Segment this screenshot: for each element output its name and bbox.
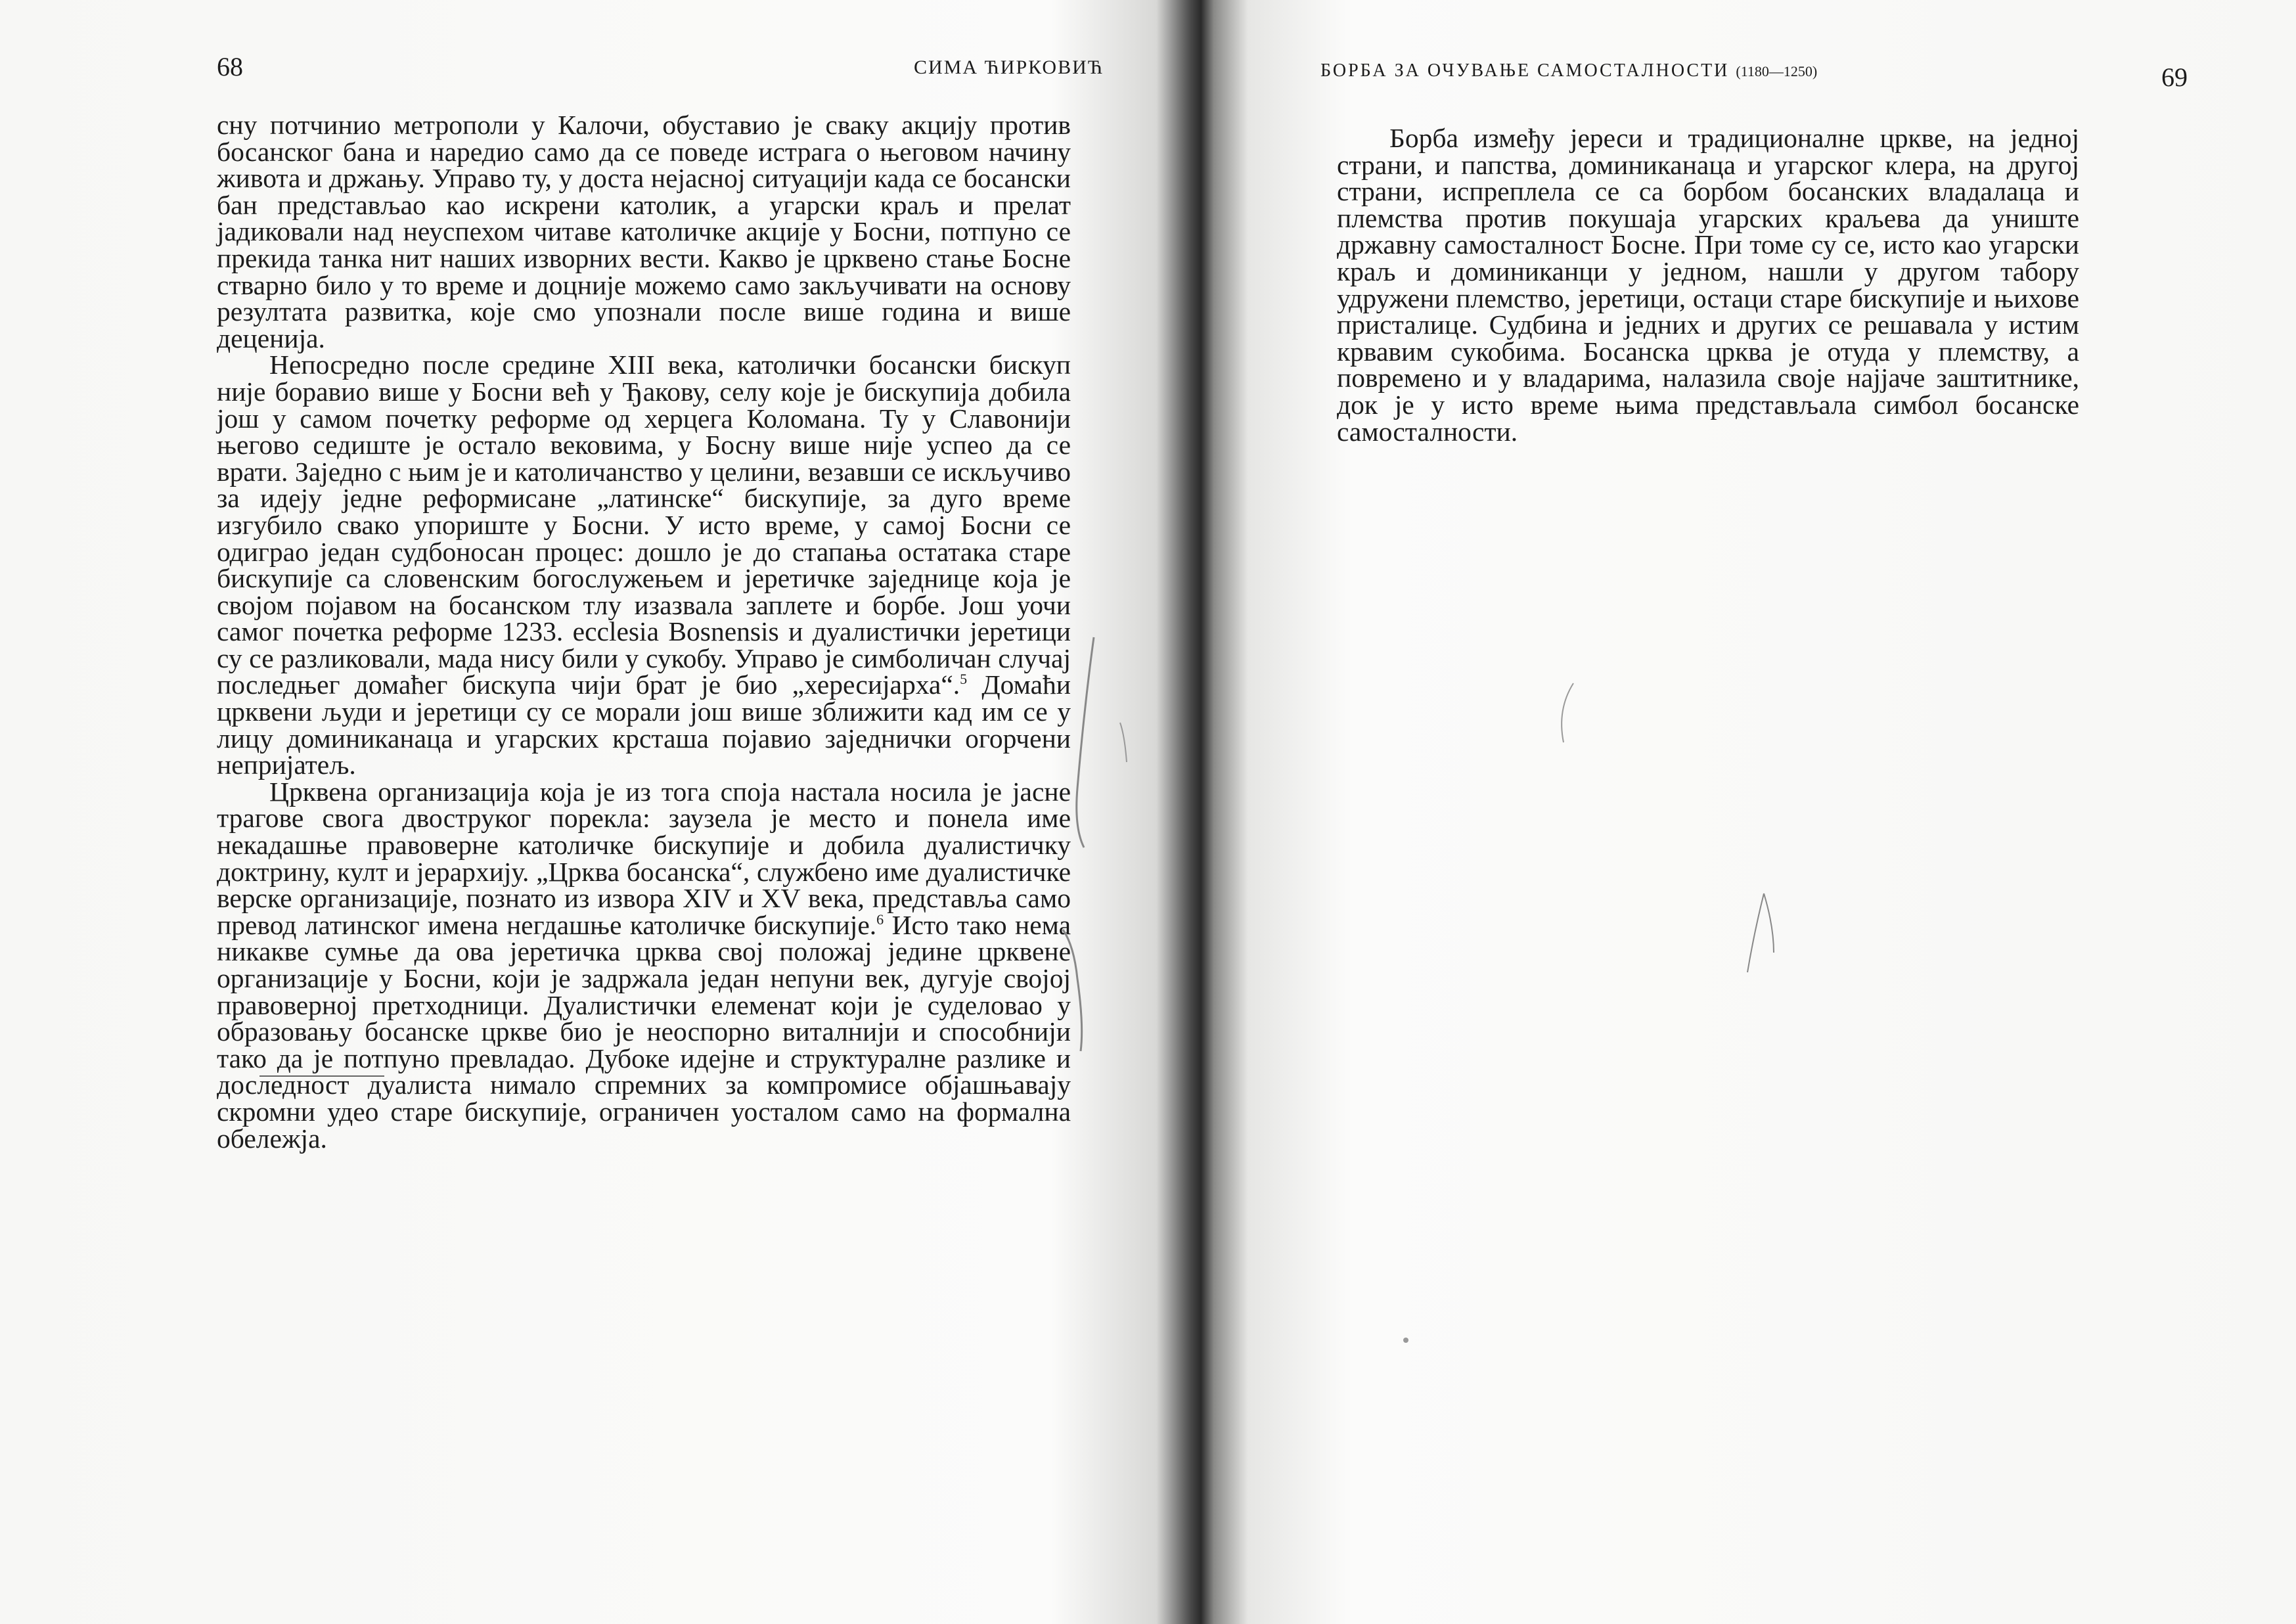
paragraph (217, 778, 1071, 1152)
page-number: 69 (2161, 62, 2188, 92)
paragraph-text: Непосредно после средине XIII века, католички босански бискуп није боравио више у Босни већ у Ђакову, селу које је бискупија добила још у самом почетку реформе од херцега Коломана. Ту у Славонији његово седиште је остало вековима, у Босну више није успео да се врати. Заједно с њим је и католичанство у целини, везавши се искључиво за идеју једне реформисане „латинске“ бискупије, за дуго време изгубило свако упориште у Босни. У исто време, у самој Босни се одиграо један судбоносан процес: дошло је до стапања остатака старе бискупије са словенским богослужењем и јеретичке заједнице која је својом појавом на босанском тлу изазвала заплете и борбе. Још уочи самог почетка реформе 1233. ecclesia Bosnensis и дуалистички јеретици су се разликовали, мада нису били у сукобу. Управо је симболичан случај последњег домаћег бискупа чији брат је био „хересијарха“. (217, 350, 1071, 700)
paragraph-text: Домаћи црквени људи и јеретици су се морали још више зближити кад им се у лицу доминиканаца и угарских крсташа појавио заједнички огорчени непријатељ. (217, 669, 1071, 780)
running-head (1320, 60, 1817, 81)
footnote-ref: 6 (876, 911, 884, 928)
right-page (1215, 0, 2296, 1624)
page-number: 68 (217, 52, 243, 81)
paragraph-text: Црквена организација која је из тога споја настала носила је јасне трагове свога двоструког порекла: заузела је место и понела име некадашње правоверне католичке бискупије и добила дуалистичку доктрину, култ и јерархију. „Црква босанска“, службено име дуалистичке верске организације, познато из извора XIV и XV века, представља само превод латинског имена негдашње католичке бискупије. (217, 776, 1071, 940)
body-text (1337, 125, 2079, 445)
body-text (217, 112, 1071, 1152)
running-head-years: (1180—1250) (1736, 63, 1818, 79)
paragraph: сну потчинио метрополи у Калочи, обуставио је сваку акцију против босанског бана и наредио само да се поведе истрага о његовом начину живота и држању. Управо ту, у доста нејасној ситуацији када се босански бан представљао као искрени католик, а угарски краљ и прелат јадиковали над неуспехом читаве католичке акције у Босни, потпуно се прекида танка нит наших изворних вести. Какво је црквено стање Босне стварно било у то време и доцније можемо само закључивати на основу резултата развитка, које смо упознали после више година и више деценија. (217, 110, 1071, 353)
paragraph-text: Исто тако нема никакве сумње да ова јеретичка црква свој положај једине црквене организације у Босни, који је задржала један непуни век, дугује својој правоверној претходници. Дуалистички елеменат који је суделовао у образовању босанске цркве био је неоспорно виталнији и способнији тако да је потпуно превладао. Дубоке идејне и структуралне разлике и доследност дуалиста нимало спремних за компромисе објашњавају скромни удео старе бискупије, ограничен уосталом само на формална обележја. (217, 909, 1071, 1154)
running-head-title: БОРБА ЗА ОЧУВАЊЕ САМОСТАЛНОСТИ (1320, 60, 1730, 81)
paragraph (217, 351, 1071, 778)
running-head: СИМА ЋИРКОВИЋ (914, 56, 1104, 78)
paragraph: Борба између јереси и традиционалне цркве, на једној страни, и папства, доминиканаца и угарског клера, на другој страни, испреплела се са борбом босанских владалаца и племства против покушаја угарских краљева да униште државну самосталност Босне. При томе су се, исто као угарски краљ и доминиканци у једном, нашли у другом табору удружени племство, јеретици, остаци старе бискупије и њихове присталице. Судбина и једних и других се решавала у истим крвавим сукобима. Босанска црква је отуда у племству, а повремено и у владарима, налазила своје најјаче заштитнике, док је у исто време њима представљала симбол босанске самосталности. (1337, 123, 2079, 447)
footnote-ref: 5 (960, 671, 968, 688)
